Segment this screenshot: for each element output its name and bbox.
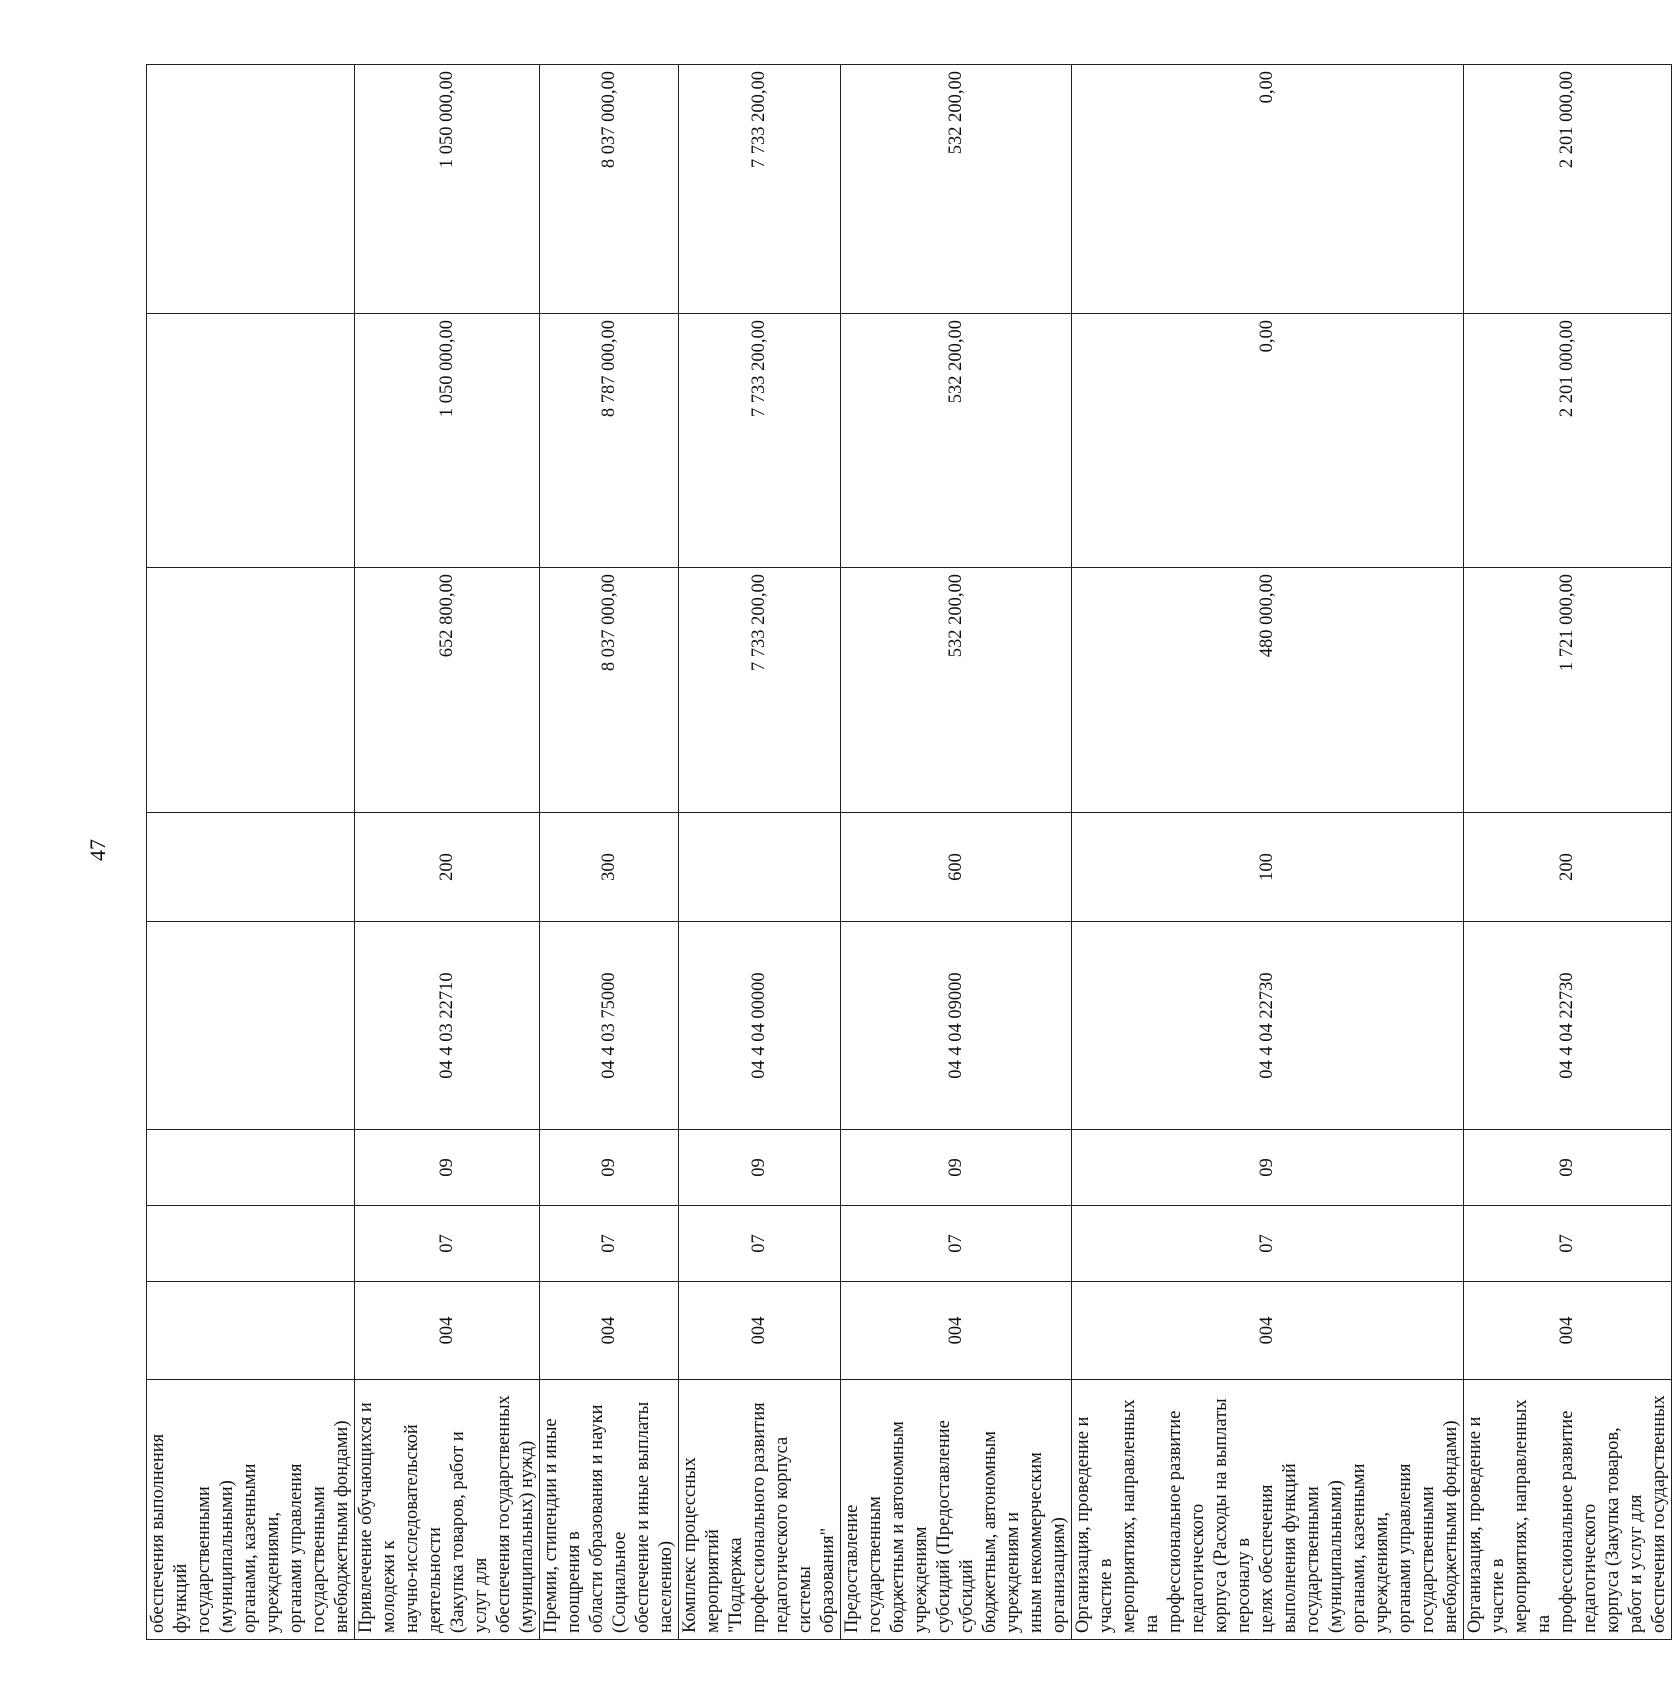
cell-vr: 300 (540, 813, 679, 922)
cell-sum-2 (147, 314, 355, 568)
row-description: Комплекс процессных мероприятий "Поддержка профессионального развития педагогического корпуса системы образования" (679, 1380, 841, 1640)
cell-kod: 004 (841, 1282, 1072, 1380)
cell-sum-3: 7 733 200,00 (679, 65, 841, 314)
table-row (1464, 65, 1672, 1640)
row-description: обеспечения выполнения функций государственными (муниципальными) органами, казенными учреждениями, органами управления государственными внебюджетными фондами) (147, 1380, 355, 1640)
cell-rz: 07 (1464, 1206, 1672, 1282)
cell-vr (679, 813, 841, 922)
cell-sum-1: 1 721 000,00 (1464, 568, 1672, 813)
cell-rz: 07 (355, 1206, 540, 1282)
cell-vr: 200 (355, 813, 540, 922)
cell-kod: 004 (1464, 1282, 1672, 1380)
cell-pr: 09 (679, 1130, 841, 1206)
cell-kod: 004 (540, 1282, 679, 1380)
cell-rz: 07 (540, 1206, 679, 1282)
cell-sum-2: 7 733 200,00 (679, 314, 841, 568)
budget-table (146, 64, 1672, 1640)
cell-sum-3 (147, 65, 355, 314)
cell-sum-1: 8 037 000,00 (540, 568, 679, 813)
page-number: 47 (85, 839, 110, 861)
cell-kod: 004 (679, 1282, 841, 1380)
row-description: Предоставление государственным бюджетным и автономным учреждениям субсидий (Предоставление субсидий бюджетным, автономным учреждениям и иным некоммерческим организациям) (841, 1380, 1072, 1640)
row-description: Привлечение обучающихся и молодежи к научно-исследовательской деятельности (Закупка товаров, работ и услуг для обеспечения государственных (муниципальных) нужд) (355, 1380, 540, 1640)
cell-pr: 09 (841, 1130, 1072, 1206)
cell-rz (147, 1206, 355, 1282)
cell-csr: 04 4 04 22730 (1464, 922, 1672, 1130)
cell-csr: 04 4 04 09000 (841, 922, 1072, 1130)
cell-sum-2: 532 200,00 (841, 314, 1072, 568)
cell-sum-1: 480 000,00 (1072, 568, 1464, 813)
cell-sum-1 (147, 568, 355, 813)
cell-sum-2: 0,00 (1072, 314, 1464, 568)
cell-vr: 100 (1072, 813, 1464, 922)
table-row (355, 65, 540, 1640)
cell-csr: 04 4 03 75000 (540, 922, 679, 1130)
cell-pr: 09 (1464, 1130, 1672, 1206)
cell-vr (147, 813, 355, 922)
cell-sum-2: 2 201 000,00 (1464, 314, 1672, 568)
rotated-table-wrapper (146, 65, 1669, 1640)
cell-vr: 200 (1464, 813, 1672, 922)
cell-sum-3: 2 201 000,00 (1464, 65, 1672, 314)
cell-sum-1: 7 733 200,00 (679, 568, 841, 813)
cell-pr (147, 1130, 355, 1206)
cell-csr: 04 4 04 22730 (1072, 922, 1464, 1130)
row-description: Организация, проведение и участие в мероприятиях, направленных на профессиональное развитие педагогического корпуса (Закупка товаров, работ и услуг для обеспечения государственных (1464, 1380, 1672, 1640)
cell-kod: 004 (1072, 1282, 1464, 1380)
cell-rz: 07 (841, 1206, 1072, 1282)
cell-sum-3: 0,00 (1072, 65, 1464, 314)
table-row (147, 65, 355, 1640)
cell-csr (147, 922, 355, 1130)
cell-sum-2: 1 050 000,00 (355, 314, 540, 568)
cell-pr: 09 (1072, 1130, 1464, 1206)
cell-csr: 04 4 03 22710 (355, 922, 540, 1130)
cell-kod: 004 (355, 1282, 540, 1380)
table-row (841, 65, 1072, 1640)
cell-rz: 07 (1072, 1206, 1464, 1282)
cell-rz: 07 (679, 1206, 841, 1282)
cell-vr: 600 (841, 813, 1072, 922)
cell-kod (147, 1282, 355, 1380)
cell-csr: 04 4 04 00000 (679, 922, 841, 1130)
cell-sum-3: 1 050 000,00 (355, 65, 540, 314)
cell-sum-2: 8 787 000,00 (540, 314, 679, 568)
cell-sum-3: 8 037 000,00 (540, 65, 679, 314)
table-row (1072, 65, 1464, 1640)
cell-sum-3: 532 200,00 (841, 65, 1072, 314)
cell-sum-1: 532 200,00 (841, 568, 1072, 813)
table-row (540, 65, 679, 1640)
cell-pr: 09 (355, 1130, 540, 1206)
row-description: Организация, проведение и участие в мероприятиях, направленных на профессиональное развитие педагогического корпуса (Расходы на выплаты персоналу в целях обеспечения выполнения функций государственными (муниципальными) органами, казенными учреждениями, органами управления государственными внебюджетными фондами) (1072, 1380, 1464, 1640)
cell-pr: 09 (540, 1130, 679, 1206)
cell-sum-1: 652 800,00 (355, 568, 540, 813)
table-row (679, 65, 841, 1640)
row-description: Премии, стипендии и иные поощрения в области образования и науки (Социальное обеспечение и иные выплаты населению) (540, 1380, 679, 1640)
